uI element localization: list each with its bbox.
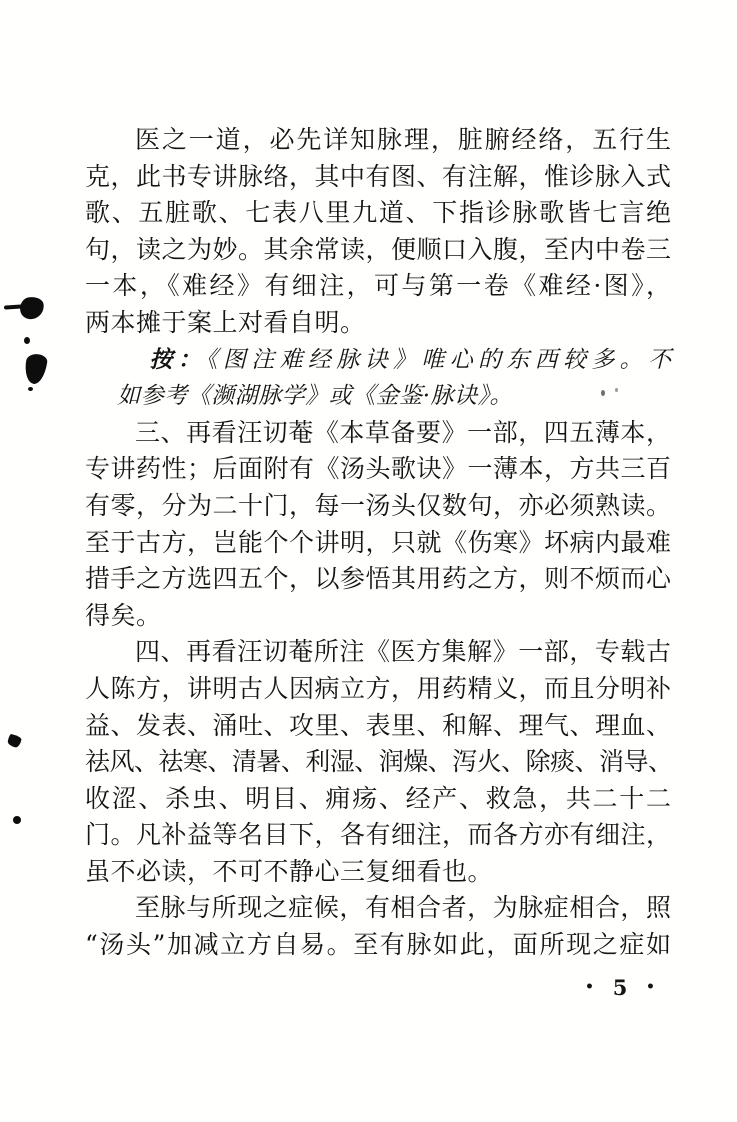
- text-line: 一本，《难经》有细注，可与第一卷《难经·图》，: [85, 271, 671, 301]
- ink-smudge: [23, 353, 48, 386]
- text-line: 句，读之为妙。其余常读，便顺口入腹，至内中卷三: [85, 234, 671, 264]
- text-line: 按：《图注难经脉诀》唯心的东西较多。不: [149, 345, 672, 373]
- text-line: 得矣。: [85, 600, 162, 630]
- text-line: 克，此书专讲脉络，其中有图、有注解，惟诊脉入式: [85, 161, 671, 191]
- text-line: 如参考《濒湖脉学》或《金鉴·脉诀》。: [117, 383, 513, 410]
- ink-smudge: [28, 387, 33, 391]
- page-number-left-dot: •: [585, 979, 594, 995]
- ink-smudge: [19, 295, 46, 320]
- page-number-value: 5: [612, 975, 628, 1000]
- page-number: [585, 975, 655, 1000]
- text-line: 人陈方，讲明古人因病立方，用药精义，而且分明补: [85, 673, 671, 703]
- text-line: 两本摊于案上对看自明。: [85, 307, 366, 337]
- text-line: 歌、五脏歌、七表八里九道、下指诊脉歌皆七言绝: [85, 198, 671, 228]
- text-line: 四、再看汪讱菴所注《医方集解》一部，专载古: [135, 637, 671, 667]
- text-line: 医之一道，必先详知脉理，脏腑经络，五行生: [135, 125, 671, 154]
- text-line: “汤头”加减立方自易。至有脉如此，面所现之症如: [85, 930, 671, 960]
- text-line: 专讲药性；后面附有《汤头歌诀》一薄本，方共三百: [85, 454, 671, 484]
- text-line: 虽不必读，不可不静心三复细看也。: [85, 856, 494, 886]
- text-line: 三、再看汪讱菴《本草备要》一部，四五薄本，: [135, 417, 671, 447]
- text-block: [85, 122, 671, 964]
- ink-smudge: [7, 734, 22, 748]
- text-line: 有零，分为二十门，每一汤头仅数句，亦必须熟读。: [85, 490, 671, 520]
- text-line: 益、发表、涌吐、攻里、表里、和解、理气、理血、: [85, 710, 671, 740]
- text-line: 收涩、杀虫、明目、痈疡、经产、救急，共二十二: [85, 783, 671, 813]
- text-line: 措手之方选四五个，以参悟其用药之方，则不烦而心: [85, 564, 671, 594]
- ink-smudge: [24, 337, 30, 344]
- text-line: 至脉与所现之症候，有相合者，为脉症相合，照: [135, 893, 671, 923]
- page-number-right-dot: •: [646, 979, 655, 995]
- text-line: 门。凡补益等名目下，各有细注，而各方亦有细注，: [85, 820, 671, 850]
- text-line: 祛风、祛寒、清暑、利湿、润燥、泻火、除痰、消导、: [85, 747, 671, 777]
- ink-smudge: [13, 816, 21, 824]
- text-line: 至于古方，岂能个个讲明，只就《伤寒》坏病内最难: [85, 527, 671, 557]
